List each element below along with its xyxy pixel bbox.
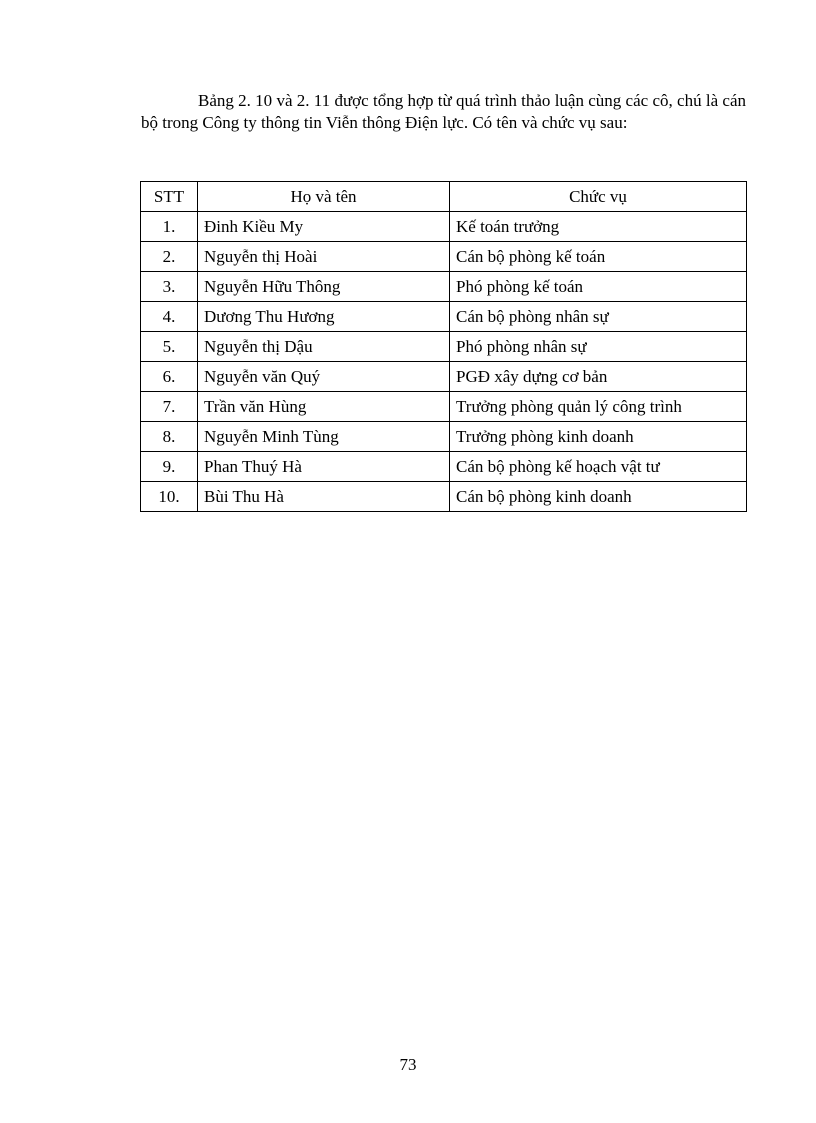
table-row <box>141 242 747 272</box>
table-row <box>141 422 747 452</box>
cell-stt: 8. <box>141 422 198 452</box>
table-row <box>141 272 747 302</box>
cell-name: Phan Thuý Hà <box>198 452 450 482</box>
cell-stt: 2. <box>141 242 198 272</box>
cell-position: Phó phòng nhân sự <box>450 332 747 362</box>
cell-position: Cán bộ phòng nhân sự <box>450 302 747 332</box>
header-stt: STT <box>141 182 198 212</box>
header-position: Chức vụ <box>450 182 747 212</box>
cell-name: Bùi Thu Hà <box>198 482 450 512</box>
cell-stt: 6. <box>141 362 198 392</box>
cell-stt: 7. <box>141 392 198 422</box>
table-row <box>141 302 747 332</box>
staff-table <box>140 181 747 512</box>
table-row <box>141 452 747 482</box>
cell-name: Nguyễn văn Quý <box>198 362 450 392</box>
cell-stt: 5. <box>141 332 198 362</box>
cell-position: Phó phòng kế toán <box>450 272 747 302</box>
cell-position: Cán bộ phòng kinh doanh <box>450 482 747 512</box>
cell-stt: 10. <box>141 482 198 512</box>
intro-text: Bảng 2. 10 và 2. 11 được tổng hợp từ quá trình thảo luận cùng các cô, chú là cán bộ trong Công ty thông tin Viễn thông Điện lực. Có tên và chức vụ sau: <box>141 91 746 132</box>
cell-stt: 9. <box>141 452 198 482</box>
cell-name: Đinh Kiều My <box>198 212 450 242</box>
cell-position: Kế toán trưởng <box>450 212 747 242</box>
cell-name: Nguyễn Minh Tùng <box>198 422 450 452</box>
table-row <box>141 332 747 362</box>
cell-stt: 4. <box>141 302 198 332</box>
cell-position: Cán bộ phòng kế hoạch vật tư <box>450 452 747 482</box>
cell-name: Nguyễn Hữu Thông <box>198 272 450 302</box>
table-row <box>141 212 747 242</box>
cell-stt: 3. <box>141 272 198 302</box>
cell-name: Nguyễn thị Hoài <box>198 242 450 272</box>
page-number: 73 <box>399 1055 417 1074</box>
cell-position: PGĐ xây dựng cơ bản <box>450 362 747 392</box>
header-name: Họ và tên <box>198 182 450 212</box>
table-row <box>141 482 747 512</box>
cell-name: Trần văn Hùng <box>198 392 450 422</box>
intro-paragraph <box>141 90 746 134</box>
table-row <box>141 362 747 392</box>
cell-name: Dương Thu Hương <box>198 302 450 332</box>
cell-position: Trưởng phòng kinh doanh <box>450 422 747 452</box>
cell-stt: 1. <box>141 212 198 242</box>
cell-name: Nguyễn thị Dậu <box>198 332 450 362</box>
table-row <box>141 392 747 422</box>
cell-position: Cán bộ phòng kế toán <box>450 242 747 272</box>
table-header-row <box>141 182 747 212</box>
cell-position: Trưởng phòng quản lý công trình <box>450 392 747 422</box>
